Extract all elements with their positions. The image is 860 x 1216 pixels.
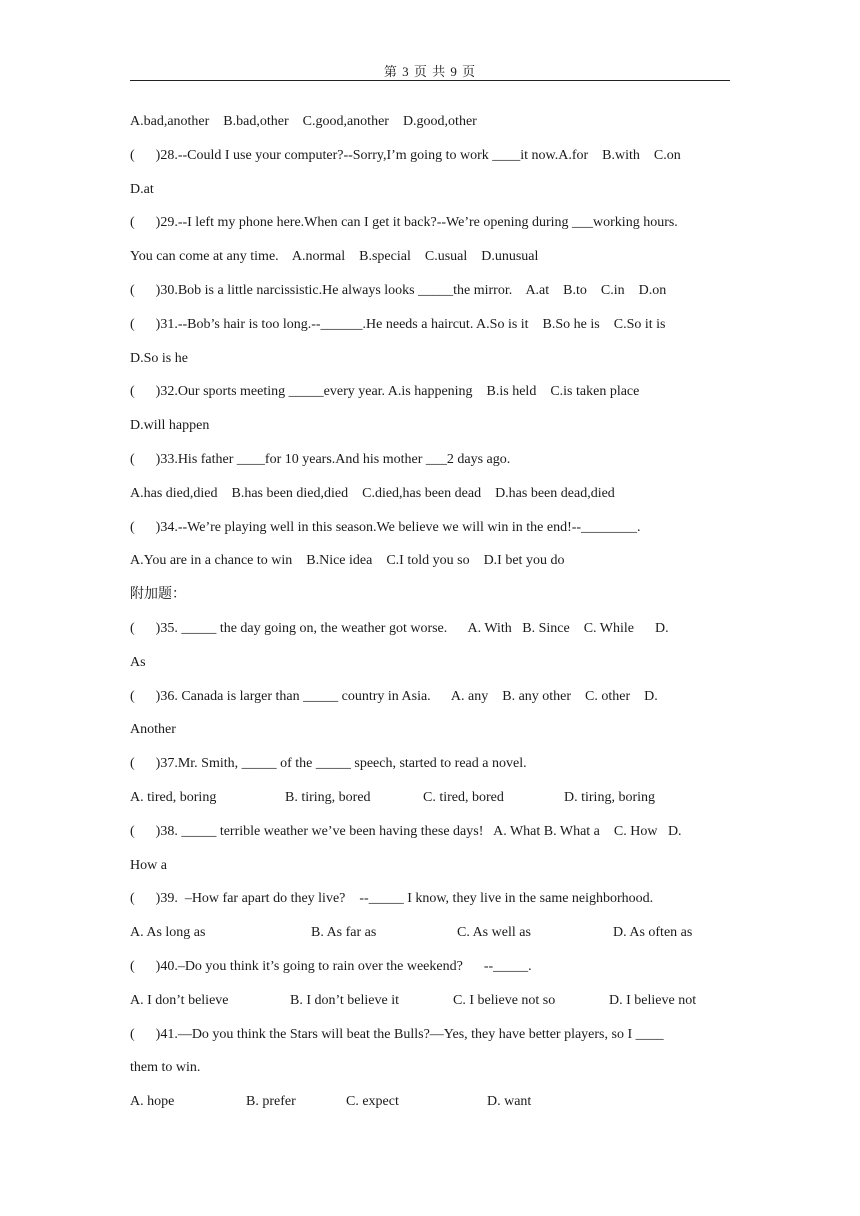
q31-question: ( )31.--Bob’s hair is too long.--______.He needs a haircut. A.So is it B.So he is C.So it is — [130, 316, 666, 332]
q40-options — [130, 991, 740, 1025]
q41-option-d: D. want — [487, 1094, 532, 1110]
q27-options: A.bad,another B.bad,other C.good,another D.good,other — [130, 114, 477, 129]
q39-options — [130, 923, 740, 957]
q32-question: ( )32.Our sports meeting _____every year. A.is happening B.is held C.is taken place — [130, 384, 640, 400]
q32-option-d: D.will happen — [130, 418, 210, 434]
q33-question: ( )33.His father ____for 10 years.And his mother ___2 days ago. — [130, 451, 511, 467]
q39-option-c: C. As well as — [457, 925, 531, 941]
q29-question: ( )29.--I left my phone here.When can I get it back?--We’re opening during ___working hours. — [130, 215, 678, 231]
q35-option-d: As — [130, 654, 146, 670]
q41-option-c: C. expect — [346, 1094, 399, 1110]
document-body — [130, 112, 740, 1126]
q40-option-d: D. I believe not — [609, 992, 697, 1008]
header-rule — [130, 80, 730, 81]
q37-option-d: D. tiring, boring — [564, 789, 655, 805]
q28-question: ( )28.--Could I use your computer?--Sorry,I’m going to work ____it now.A.for B.with C.on — [130, 147, 681, 163]
q37-option-c: C. tired, bored — [423, 789, 504, 805]
q41-option-b: B. prefer — [246, 1094, 296, 1110]
q40-option-a: A. I don’t believe — [130, 992, 229, 1008]
q39-option-a: A. As long as — [130, 925, 206, 941]
q40-option-c: C. I believe not so — [453, 992, 556, 1008]
q40-option-b: B. I don’t believe it — [290, 992, 399, 1008]
q34-question: ( )34.--We’re playing well in this season.We believe we will win in the end!--________. — [130, 519, 641, 535]
q39-option-b: B. As far as — [311, 925, 377, 941]
q34-options: A.You are in a chance to win B.Nice idea C.I told you so D.I bet you do — [130, 553, 565, 569]
q37-question: ( )37.Mr. Smith, _____ of the _____ speech, started to read a novel. — [130, 756, 527, 772]
q31-option-d: D.So is he — [130, 350, 188, 366]
q40-question: ( )40.–Do you think it’s going to rain over the weekend? --_____. — [130, 958, 532, 974]
q37-options — [130, 788, 740, 822]
q30-question: ( )30.Bob is a little narcissistic.He always looks _____the mirror. A.at B.to C.in D.on — [130, 282, 667, 298]
q41-question: ( )41.—Do you think the Stars will beat the Bulls?—Yes, they have better players, so I ____ — [130, 1026, 664, 1042]
bonus-section-heading: 附加题： — [130, 587, 186, 603]
q29-options: You can come at any time. A.normal B.special C.usual D.unusual — [130, 249, 539, 265]
q37-option-a: A. tired, boring — [130, 789, 217, 805]
q41-options — [130, 1092, 740, 1126]
page-header: 第 3 页 共 9 页 — [383, 64, 477, 79]
q39-question: ( )39. –How far apart do they live? --_____ I know, they live in the same neighborhood. — [130, 891, 654, 907]
q36-option-d: Another — [130, 722, 176, 738]
q28-option-d: D.at — [130, 181, 154, 197]
q38-question: ( )38. _____ terrible weather we’ve been having these days! A. What B. What a C. How D. — [130, 823, 682, 839]
q33-options: A.has died,died B.has been died,died C.died,has been dead D.has been dead,died — [130, 485, 615, 501]
q41-option-a: A. hope — [130, 1094, 175, 1110]
q39-option-d: D. As often as — [613, 925, 693, 941]
q41-question-continued: them to win. — [130, 1060, 201, 1076]
q35-question: ( )35. _____ the day going on, the weather got worse. A. With B. Since C. While D. — [130, 620, 669, 636]
q36-question: ( )36. Canada is larger than _____ country in Asia. A. any B. any other C. other D. — [130, 688, 658, 704]
q38-option-d: How a — [130, 857, 167, 873]
q37-option-b: B. tiring, bored — [285, 789, 371, 805]
